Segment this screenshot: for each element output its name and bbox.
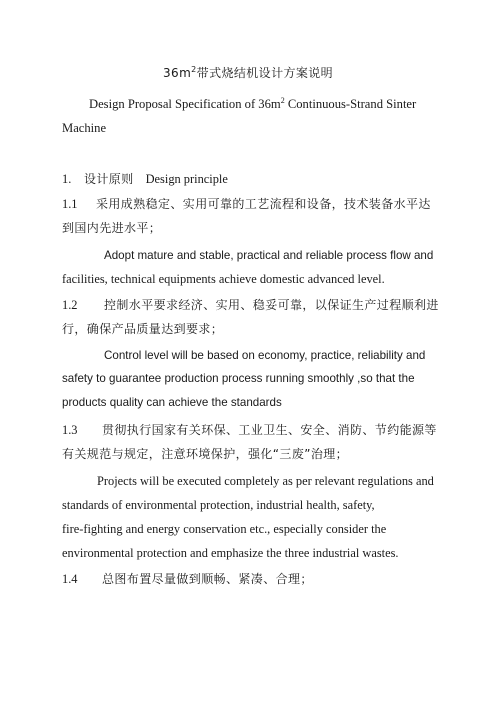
item-1-3-en-line-4: environmental protection and emphasize the three industrial wastes.	[62, 546, 399, 560]
item-1-3-en-line-2: standards of environmental protection, industrial health, safety,	[62, 498, 375, 512]
item-1-2-zh-line-2: 行，确保产品质量达到要求；	[62, 322, 224, 336]
item-1-1-en-line-2: facilities, technical equipments achieve domestic advanced level.	[62, 272, 385, 286]
item-number: 1.1	[62, 197, 78, 211]
item-1-1-zh-line-1	[62, 197, 431, 211]
item-zh-text: 贯彻执行国家有关环保、工业卫生、安全、消防、节约能源等	[102, 423, 437, 437]
item-1-2-en-line-2: safety to guarantee production process running smoothly ,so that the	[62, 372, 415, 385]
section-heading-zh: 设计原则	[84, 172, 134, 186]
title-en-text-2: Continuous-Strand Sinter	[284, 97, 417, 111]
item-1-3-zh-line-1	[62, 423, 437, 437]
item-1-4-zh-line-1	[62, 572, 313, 586]
item-1-1-zh-line-2: 到国内先进水平；	[62, 221, 162, 235]
item-1-3-zh-line-2: 有关规范与规定，注意环境保护，强化“三废”治理；	[62, 447, 349, 461]
section-number: 1.	[62, 172, 72, 186]
item-1-2-zh-line-1	[62, 298, 439, 312]
item-number: 1.3	[62, 423, 78, 437]
item-number: 1.2	[62, 298, 78, 312]
title-en-line2: Machine	[62, 121, 107, 135]
title-zh	[163, 66, 333, 80]
title-zh-sup: 2	[191, 65, 197, 74]
item-1-3-en-line-1: Projects will be executed completely as per relevant regulations and	[97, 474, 434, 488]
item-1-2-en-line-3: products quality can achieve the standards	[62, 396, 282, 409]
section-heading	[62, 172, 228, 186]
title-en-text: Design Proposal Specification of 36m	[89, 97, 281, 111]
title-zh-text: 带式烧结机设计方案说明	[196, 66, 334, 80]
item-zh-text: 控制水平要求经济、实用、稳妥可靠，以保证生产过程顺利进	[104, 298, 439, 312]
title-en-sup: 2	[280, 96, 285, 105]
title-zh-area: 36m	[163, 66, 192, 80]
item-1-3-en-line-3: fire-fighting and energy conservation etc., especially consider the	[62, 522, 387, 536]
item-number: 1.4	[62, 572, 78, 586]
item-1-1-en-line-1: Adopt mature and stable, practical and reliable process flow and	[104, 249, 434, 262]
section-heading-en: Design principle	[145, 172, 228, 186]
item-zh-text: 采用成熟稳定、实用可靠的工艺流程和设备，技术装备水平达	[96, 197, 431, 211]
title-en	[89, 97, 416, 111]
item-zh-text: 总图布置尽量做到顺畅、紧凑、合理；	[102, 572, 313, 586]
item-1-2-en-line-1: Control level will be based on economy, practice, reliability and	[104, 349, 426, 362]
